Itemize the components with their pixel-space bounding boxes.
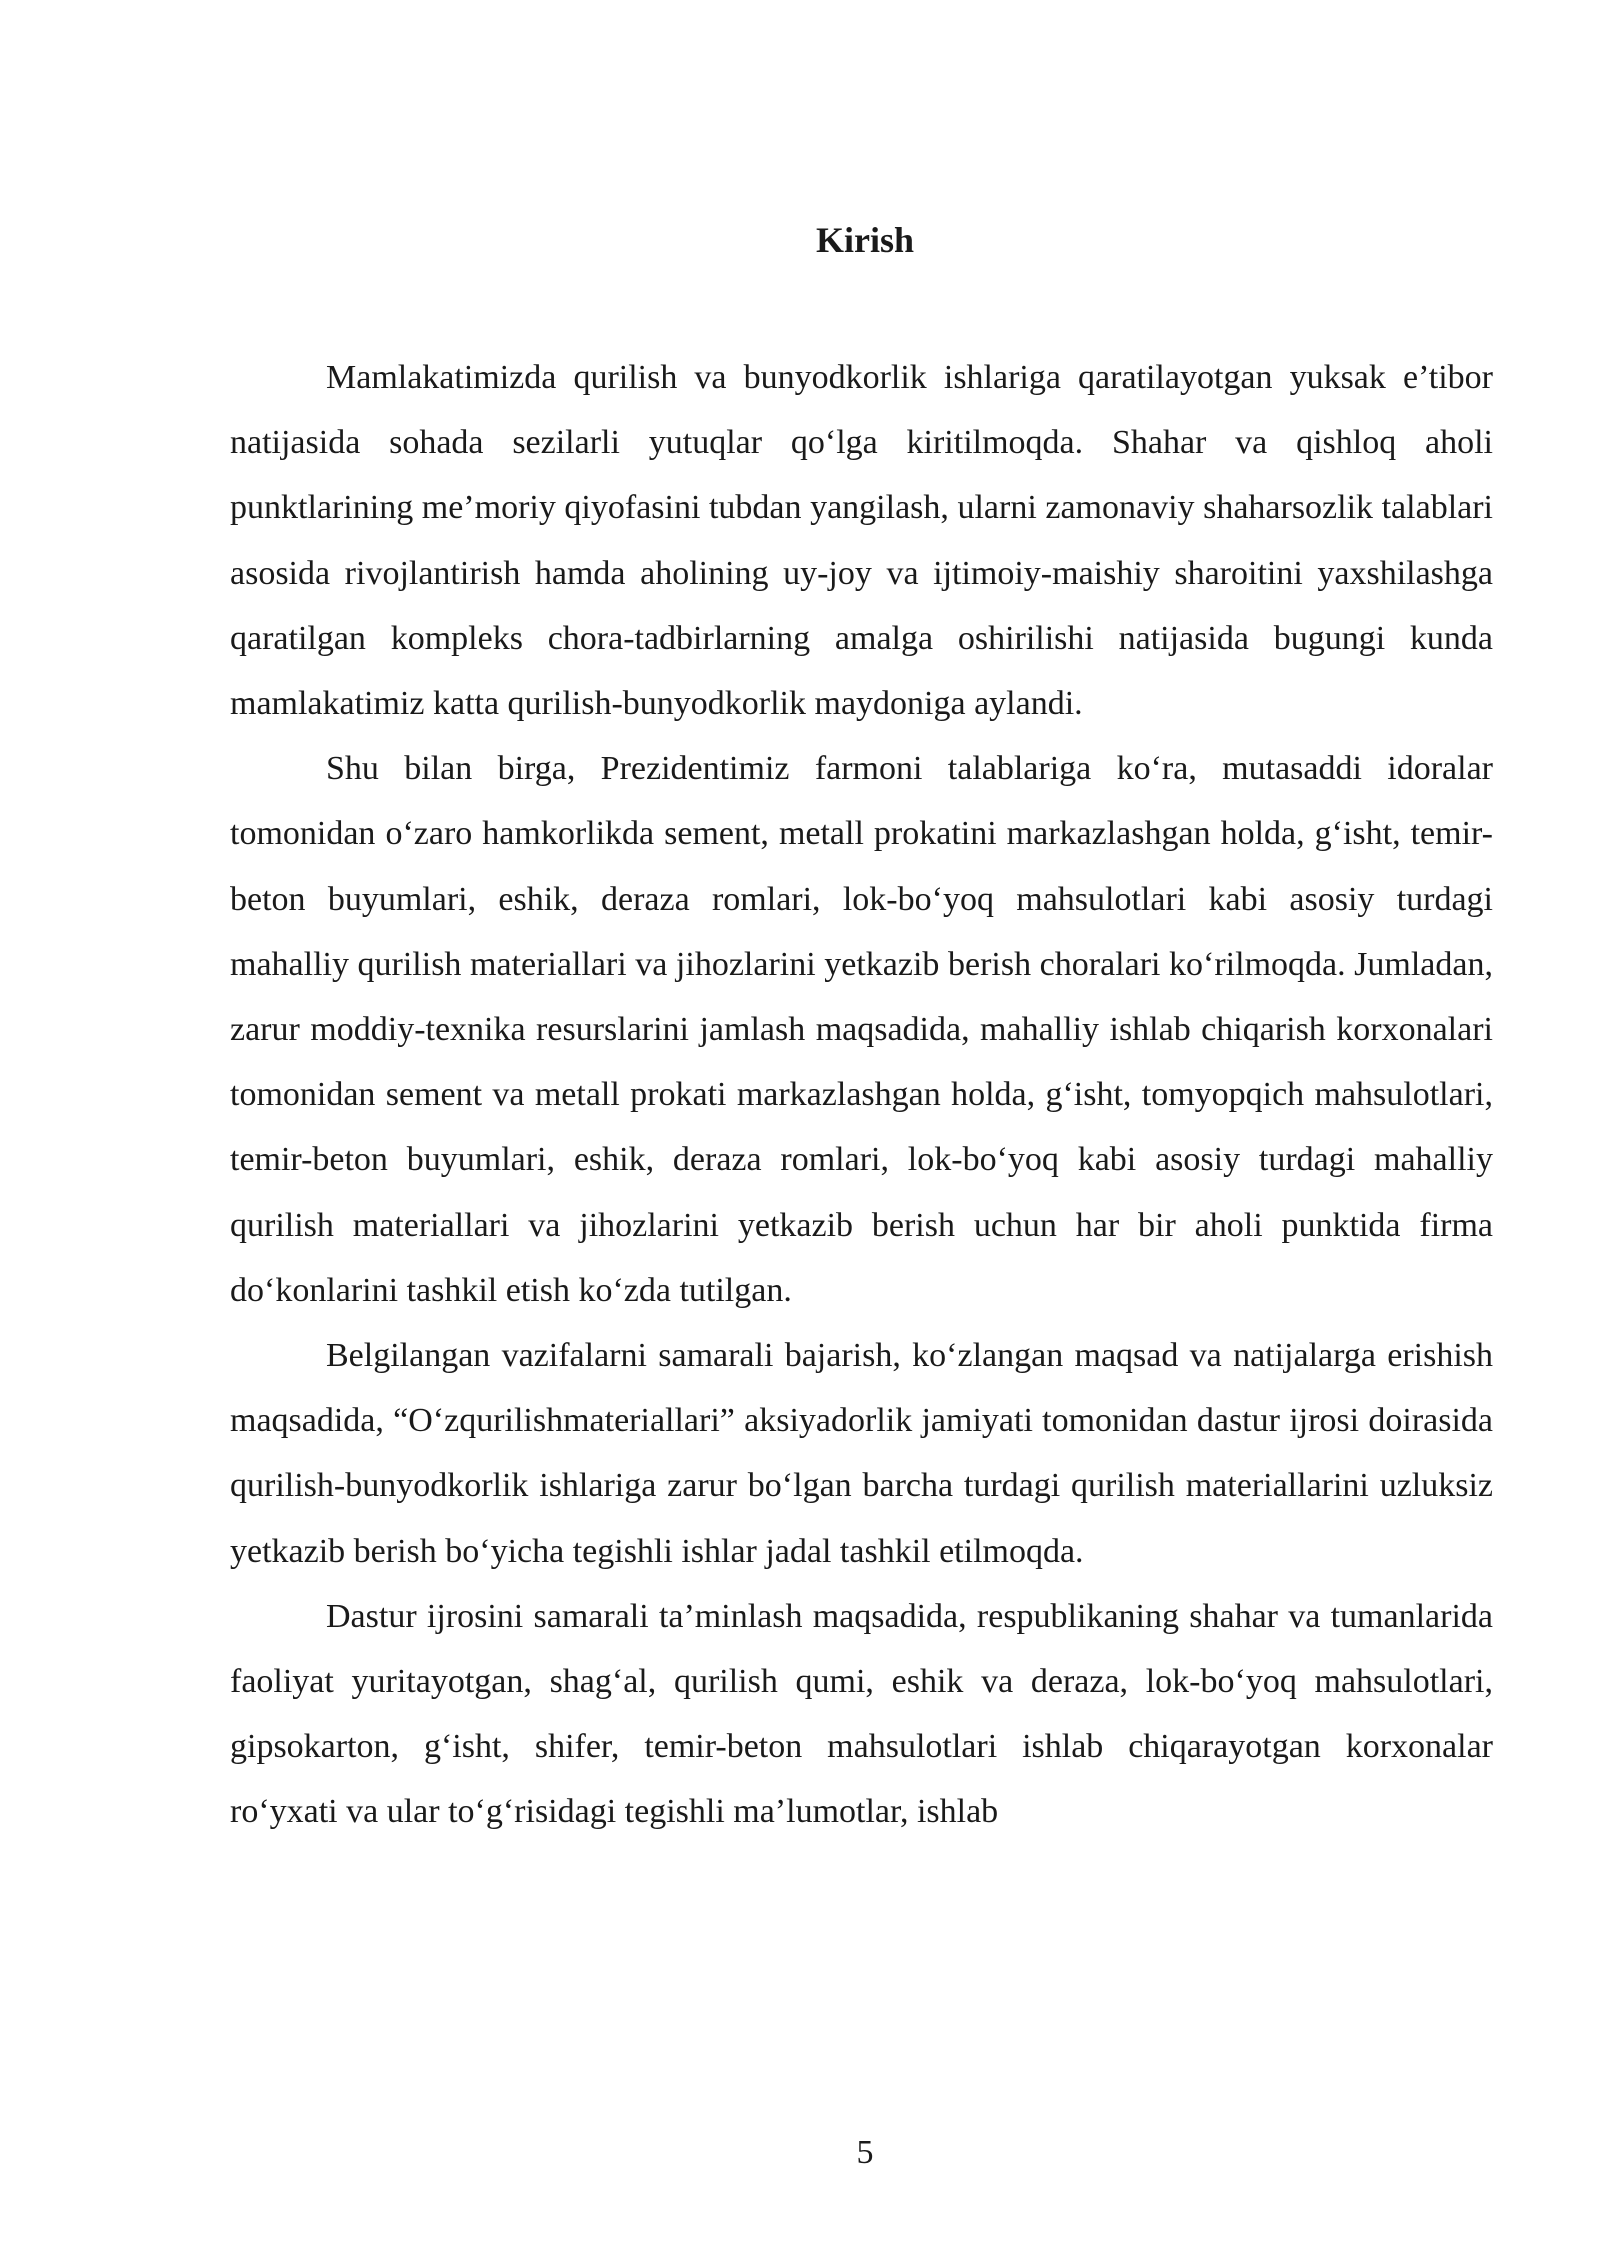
paragraph-2: Shu bilan birga, Prezidentimiz farmoni talablariga ko‘ra, mutasaddi idoralar tomonidan o‘zaro hamkorlikda sement, metall prokatini markazlashgan holda, g‘isht, temir-beton buyumlari, eshik, deraza romlari, lok-bo‘yoq mahsulotlari kabi asosiy turdagi mahalliy qurilish materiallari va jihozlarini yetkazib berish choralari ko‘rilmoqda. Jumladan, zarur moddiy-texnika resurslarini jamlash maqsadida, mahalliy ishlab chiqarish korxonalari tomonidan sement va metall prokati markazlashgan holda, g‘isht, tomyopqich mahsulotlari, temir-beton buyumlari, eshik, deraza romlari, lok-bo‘yoq kabi asosiy turdagi mahalliy qurilish materiallari va jihozlarini yetkazib berish uchun har bir aholi punktida firma do‘konlarini tashkil etish ko‘zda tutilgan.: [230, 750, 1493, 1309]
paragraph-1: Mamlakatimizda qurilish va bunyodkorlik ishlariga qaratilayotgan yuksak e’tibor natijasida sohada sezilarli yutuqlar qo‘lga kiritilmoqda. Shahar va qishloq aholi punktlarining me’moriy qiyofasini tubdan yangilash, ularni zamonaviy shaharsozlik talablari asosida rivojlantirish hamda aholining uy-joy va ijtimoiy-maishiy sharoitini yaxshilashga qaratilgan kompleks chora-tadbirlarning amalga oshirilishi natijasida bugungi kunda mamlakatimiz katta qurilish-bunyodkorlik maydoniga aylandi.: [230, 359, 1493, 723]
paragraph-4: Dastur ijrosini samarali ta’minlash maqsadida, respublikaning shahar va tumanlarida faoliyat yuritayotgan, shag‘al, qurilish qumi, eshik va deraza, lok-bo‘yoq mahsulotlari, gipsokarton, g‘isht, shifer, temir-beton mahsulotlari ishlab chiqarayotgan korxonalar ro‘yxati va ular to‘g‘risidagi tegishli ma’lumotlar, ishlab: [230, 1597, 1493, 1831]
paragraph-3: Belgilangan vazifalarni samarali bajarish, ko‘zlangan maqsad va natijalarga erishish maqsadida, “O‘zqurilishmateriallari” aksiyadorlik jamiyati tomonidan dastur ijrosi doirasida qurilish-bunyodkorlik ishlariga zarur bo‘lgan barcha turdagi qurilish materiallarini uzluksiz yetkazib berish bo‘yicha tegishli ishlar jadal tashkil etilmoqda.: [230, 1337, 1493, 1570]
section-heading: Kirish: [815, 220, 914, 260]
body-text: [230, 345, 1493, 1845]
page-number: 5: [856, 2134, 874, 2171]
